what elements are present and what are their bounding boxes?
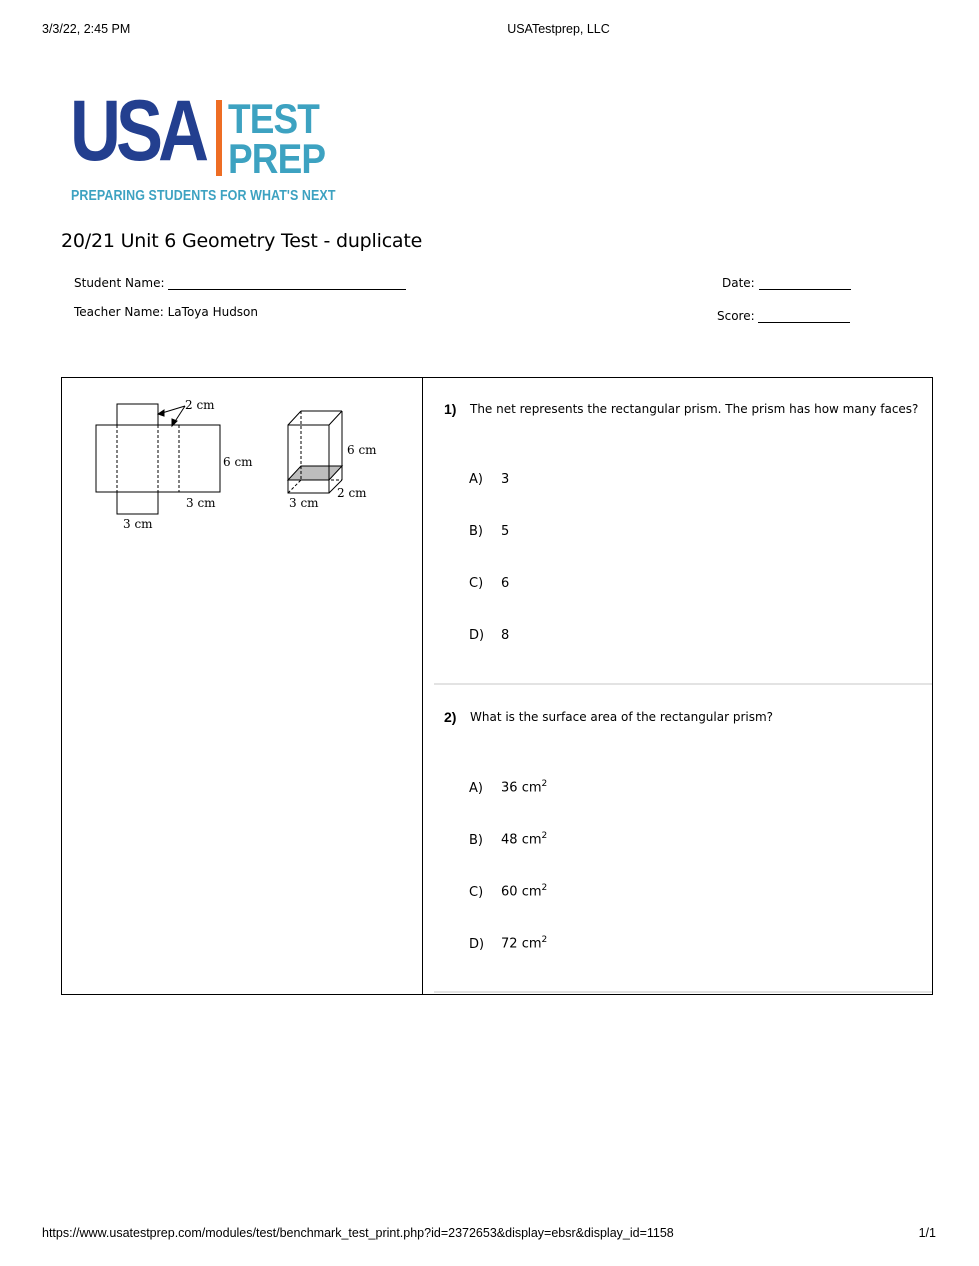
q1-option-c-value: 6 [501,576,510,591]
teacher-name: Teacher Name: LaToya Hudson [74,305,259,319]
net-and-prism-figure [92,398,392,538]
score-field [717,309,850,323]
q2-option-d-letter: D) [469,937,485,952]
column-divider [422,378,423,995]
usatestprep-logo [70,83,336,208]
logo-prep: PREP [228,135,326,182]
score-label: Score: [717,309,755,323]
print-site-name: USATestprep, LLC [507,22,610,36]
question-1-text: The net represents the rectangular prism. The prism has how many faces? [470,402,919,416]
question-box [61,377,933,995]
score-line [758,309,850,323]
q2-option-a-value: 36 $cm^2$ [501,779,548,796]
net-label-3: 3 cm [123,517,153,531]
q2-option-c-letter: C) [469,885,484,900]
net-label-2: 3 cm [186,496,216,510]
student-name-field [74,276,406,290]
q1-option-d-value: 8 [501,628,510,643]
q2-option-c-value: 60 $cm^2$ [501,883,548,900]
prism-label-1: 2 cm [337,486,367,500]
test-title: 20/21 Unit 6 Geometry Test - duplicate [61,230,423,252]
logo-tagline: PREPARING STUDENTS FOR WHAT'S NEXT [71,188,336,204]
q1-option-b-value: 5 [501,524,510,539]
net-label-1: 6 cm [223,455,253,469]
prism-label-0: 6 cm [347,443,377,457]
print-datetime: 3/3/22, 2:45 PM [42,22,131,36]
q2-option-b-letter: B) [469,833,483,848]
q2-option-a-letter: A) [469,781,483,796]
net-label-0: 2 cm [185,398,215,412]
prism-label-2: 3 cm [289,496,319,510]
q1-option-c-letter: C) [469,576,484,591]
question-2-number: 2) [444,709,457,725]
student-name-line [168,276,406,290]
prism-diagram [288,411,342,493]
question-2-text: What is the surface area of the rectangular prism? [470,710,774,724]
q1-option-b-letter: B) [469,524,483,539]
q1-option-d-letter: D) [469,628,485,643]
student-name-label: Student Name: [74,276,165,290]
q2-option-d-value: 72 $cm^2$ [501,935,548,952]
question-end-separator [434,991,932,993]
question-separator [434,683,932,685]
logo-usa: USA [70,83,205,179]
question-1-number: 1) [444,401,457,417]
print-page-number: 1/1 [918,1226,936,1240]
q2-option-b-value: 48 $cm^2$ [501,831,548,848]
q1-option-a-letter: A) [469,472,483,487]
date-line [759,276,851,290]
print-url: https://www.usatestprep.com/modules/test/benchmark_test_print.php?id=2372653&display=ebsr&display_id=1158 [42,1226,674,1240]
date-label: Date: [722,276,755,290]
logo-divider [216,100,222,176]
date-field [722,276,851,290]
logo-test: TEST [228,95,319,142]
q1-option-a-value: 3 [501,472,510,487]
